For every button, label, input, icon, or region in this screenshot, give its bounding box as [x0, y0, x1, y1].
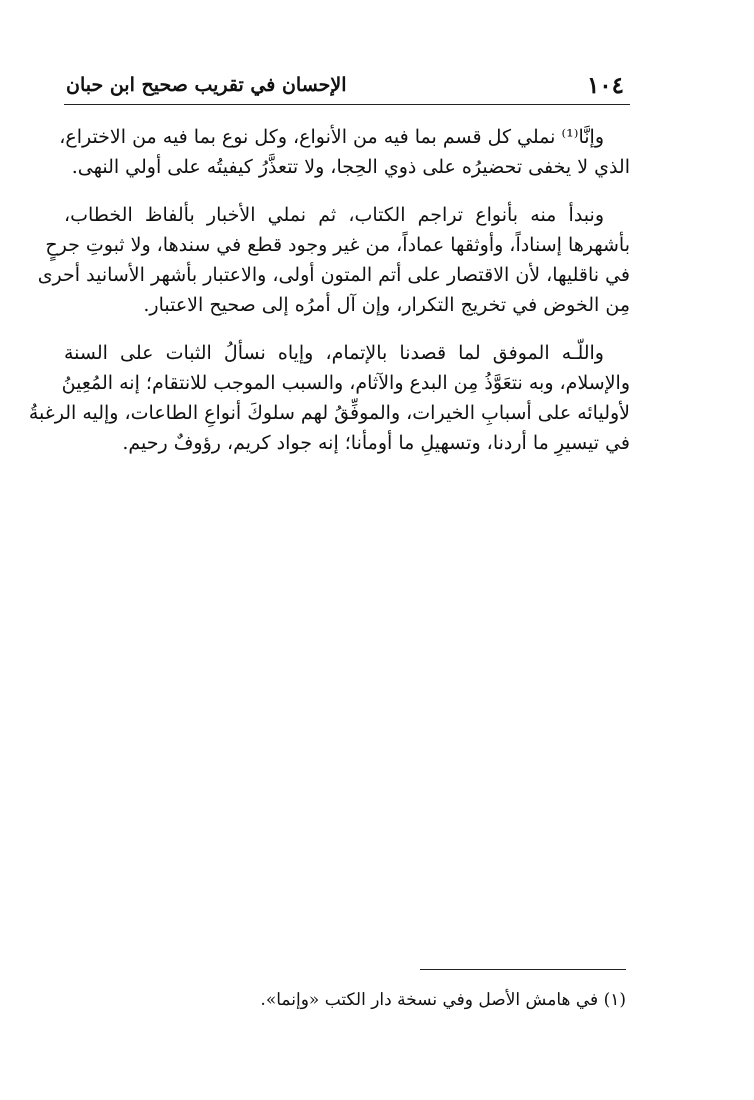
paragraph-1 [59, 122, 630, 182]
text-line: بأشهرها إسناداً، وأوثقها عماداً، من غير وجود قطع في سندها، ولا ثبوتِ جرحٍ [45, 234, 630, 256]
page-header [64, 64, 630, 105]
text-line: في ناقليها، لأن الاقتصار على أتم المتون أولى، والاعتبار بأشهر الأسانيد أحرى [37, 264, 630, 286]
running-title: الإحسان في تقريب صحيح ابن حبان [66, 74, 347, 96]
text-line: والإسلام، وبه نتعَوَّذُ مِن البدع والآثام، والسبب الموجب للانتقام؛ إنه المُعِينُ [61, 372, 630, 394]
text-line: لأوليائه على أسبابِ الخيرات، والموفِّقُ لهم سلوكَ أنواعِ الطاعات، وإليه الرغبةُ [28, 402, 630, 424]
footnote-divider [420, 969, 626, 970]
text-line: الذي لا يخفى تحضيرُه على ذوي الحِجا، ولا تتعذَّرُ كيفيتُه على أولي النهى. [71, 156, 630, 178]
body-text [28, 122, 630, 476]
footnote: (١) في هامش الأصل وفي نسخة دار الكتب «وإنما». [260, 990, 626, 1010]
text-line: مِن الخوض في تخريج التكرار، وإن آل أمرُه إلى صحيح الاعتبار. [143, 294, 630, 316]
paragraph-2 [37, 200, 630, 320]
text-line: وإنَّا⁽¹⁾ نملي كل قسم بما فيه من الأنواع، وكل نوع بما فيه من الاختراع، [59, 126, 604, 148]
text-line: في تيسيرِ ما أردنا، وتسهيلِ ما أومأنا؛ إنه جواد كريم، رؤوفٌ رحيم. [122, 432, 630, 454]
page-number: ١٠٤ [586, 72, 624, 99]
text-line: ونبدأ منه بأنواع تراجم الكتاب، ثم نملي الأخبار بألفاظ الخطاب، [64, 204, 604, 226]
paragraph-3 [28, 338, 630, 458]
text-line: واللّـه الموفق لما قصدنا بالإتمام، وإياه نسألُ الثبات على السنة [64, 342, 604, 364]
